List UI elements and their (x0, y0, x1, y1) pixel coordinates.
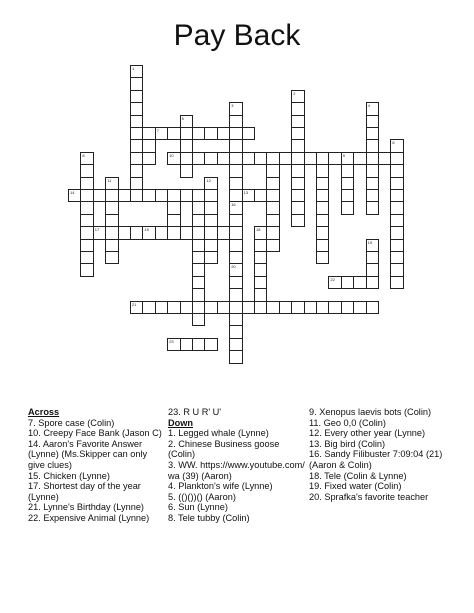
grid-cell[interactable] (204, 226, 217, 239)
clue-across-22: 22. Expensive Animal (Lynne) (28, 512, 150, 523)
grid-cell[interactable] (192, 201, 205, 214)
cell-number: 13 (243, 190, 249, 195)
clue-across-10: 10. Creepy Face Bank (Jason C) (28, 428, 162, 439)
grid-cell[interactable] (167, 189, 180, 202)
grid-cell[interactable] (304, 301, 317, 314)
cell-number: 6 (392, 140, 395, 146)
grid-cell[interactable] (80, 152, 93, 165)
cell-number: 9 (342, 152, 346, 158)
grid-cell[interactable] (204, 189, 217, 202)
grid-cell[interactable] (229, 127, 242, 140)
grid-cell[interactable] (80, 239, 93, 252)
grid-cell[interactable] (328, 152, 341, 165)
clue-down-9: 9. Xenopus laevis bots (Colin) (309, 407, 432, 417)
grid-cell[interactable] (291, 139, 304, 152)
grid-cell[interactable] (291, 127, 304, 140)
grid-cell[interactable] (366, 102, 379, 115)
grid-cell[interactable] (192, 313, 205, 326)
grid-cell[interactable] (130, 164, 143, 177)
grid-cell[interactable] (242, 301, 255, 314)
clue-down-13: 13. Big bird (Colin) (309, 438, 386, 449)
grid-cell[interactable] (229, 239, 242, 252)
grid-cell[interactable] (266, 226, 279, 239)
grid-cell[interactable] (254, 276, 267, 289)
grid-cell[interactable] (353, 301, 366, 314)
cell-number: 23 (169, 338, 174, 344)
cell-number: 4 (367, 103, 370, 109)
cell-number: 7 (156, 128, 160, 133)
grid-cell[interactable] (291, 102, 304, 115)
grid-cell[interactable] (192, 127, 205, 140)
grid-cell[interactable] (390, 276, 403, 289)
clue-down-11: 11. Geo 0,0 (Colin) (309, 417, 386, 428)
grid-cell[interactable] (204, 239, 217, 252)
cell-number: 18 (256, 227, 261, 233)
cell-number: 21 (132, 301, 137, 307)
clue-column-2 (168, 407, 306, 524)
cell-number: 14 (70, 190, 75, 195)
grid-cell[interactable] (366, 115, 379, 128)
grid-cell[interactable] (192, 152, 205, 165)
grid-cell[interactable] (229, 325, 242, 338)
grid-cell[interactable] (204, 127, 217, 140)
grid-cell[interactable] (180, 115, 193, 128)
grid-cell[interactable] (328, 276, 341, 289)
grid-cell[interactable] (192, 189, 205, 202)
clue-column-1 (28, 407, 162, 524)
grid-cell[interactable] (142, 189, 155, 202)
grid-cell[interactable] (180, 301, 193, 314)
grid-cell[interactable] (291, 177, 304, 190)
grid-cell[interactable] (353, 152, 366, 165)
grid-cell[interactable] (304, 152, 317, 165)
grid-cell[interactable] (192, 301, 205, 314)
cell-number: 22 (330, 276, 335, 282)
cell-number: 19 (367, 239, 373, 245)
grid-cell[interactable] (390, 177, 403, 190)
grid-cell[interactable] (390, 226, 403, 239)
grid-cell[interactable] (229, 152, 242, 165)
clue-down-18: 18. Tele (Colin & Lynne) (309, 470, 407, 481)
grid-cell[interactable] (254, 251, 267, 264)
grid-cell[interactable] (390, 152, 403, 165)
grid-cell[interactable] (366, 251, 379, 264)
grid-cell[interactable] (242, 127, 255, 140)
clue-down-4: 4. Plankton's wife (Lynne) (168, 481, 273, 492)
grid-cell[interactable] (130, 65, 143, 78)
grid-cell[interactable] (167, 338, 180, 351)
grid-cell[interactable] (254, 288, 267, 301)
grid-cell[interactable] (366, 301, 379, 314)
grid-cell[interactable] (130, 77, 143, 90)
grid-cell[interactable] (341, 201, 354, 214)
cell-number: 10 (169, 152, 174, 158)
grid-cell[interactable] (242, 189, 255, 202)
down-heading: Down (168, 417, 194, 428)
grid-cell[interactable] (366, 127, 379, 140)
grid-cell[interactable] (204, 152, 217, 165)
grid-cell[interactable] (341, 276, 354, 289)
grid-cell[interactable] (105, 226, 118, 239)
grid-cell[interactable] (229, 288, 242, 301)
grid-cell[interactable] (390, 201, 403, 214)
clue-down-6: 6. Sun (Lynne) (168, 502, 228, 513)
grid-cell[interactable] (167, 226, 180, 239)
grid-cell[interactable] (291, 90, 304, 103)
grid-cell[interactable] (390, 139, 403, 152)
grid-cell[interactable] (80, 189, 93, 202)
grid-cell[interactable] (229, 276, 242, 289)
grid-cell[interactable] (266, 164, 279, 177)
grid-cell[interactable] (130, 90, 143, 103)
grid-cell[interactable] (229, 102, 242, 115)
grid-cell[interactable] (390, 189, 403, 202)
grid-cell[interactable] (204, 201, 217, 214)
grid-cell[interactable] (266, 201, 279, 214)
grid-cell[interactable] (130, 301, 143, 314)
grid-cell[interactable] (130, 189, 143, 202)
grid-cell[interactable] (80, 263, 93, 276)
grid-cell[interactable] (180, 189, 193, 202)
grid-cell[interactable] (180, 139, 193, 152)
grid-cell[interactable] (229, 301, 242, 314)
clue-column-3 (309, 407, 449, 502)
grid-cell[interactable] (341, 301, 354, 314)
grid-cell[interactable] (316, 226, 329, 239)
clue-down-3: 3. WW. https://www.youtube.com/wa (39) (Aaron) (168, 459, 305, 481)
grid-cell[interactable] (180, 338, 193, 351)
grid-cell[interactable] (192, 263, 205, 276)
grid-cell[interactable] (192, 288, 205, 301)
grid-cell[interactable] (366, 152, 379, 165)
grid-cell[interactable] (390, 239, 403, 252)
grid-cell[interactable] (68, 189, 81, 202)
grid-cell[interactable] (192, 239, 205, 252)
grid-cell[interactable] (167, 214, 180, 227)
grid-cell[interactable] (341, 152, 354, 165)
grid-cell[interactable] (291, 115, 304, 128)
cell-number: 20 (231, 264, 236, 270)
grid-cell[interactable] (291, 214, 304, 227)
grid-cell[interactable] (167, 152, 180, 165)
grid-cell[interactable] (316, 189, 329, 202)
grid-cell[interactable] (316, 152, 329, 165)
grid-cell[interactable] (229, 313, 242, 326)
grid-cell[interactable] (155, 189, 168, 202)
grid-cell[interactable] (80, 226, 93, 239)
grid-cell[interactable] (80, 164, 93, 177)
grid-cell[interactable] (80, 177, 93, 190)
grid-cell[interactable] (229, 214, 242, 227)
grid-cell[interactable] (130, 102, 143, 115)
grid-cell[interactable] (291, 152, 304, 165)
grid-cell[interactable] (279, 152, 292, 165)
grid-cell[interactable] (142, 127, 155, 140)
grid-cell[interactable] (316, 251, 329, 264)
grid-cell[interactable] (341, 177, 354, 190)
grid-cell[interactable] (142, 226, 155, 239)
clue-across-17: 17. Shortest day of the year (Lynne) (28, 481, 141, 502)
grid-cell[interactable] (130, 127, 143, 140)
grid-cell[interactable] (167, 127, 180, 140)
cell-number: 12 (206, 177, 211, 183)
cell-number: 16 (231, 202, 236, 208)
grid-cell[interactable] (229, 115, 242, 128)
grid-cell[interactable] (229, 226, 242, 239)
grid-cell[interactable] (229, 139, 242, 152)
grid-cell[interactable] (366, 239, 379, 252)
grid-cell[interactable] (204, 338, 217, 351)
grid-cell[interactable] (316, 301, 329, 314)
cell-number: 1 (132, 66, 135, 71)
grid-cell[interactable] (204, 251, 217, 264)
grid-cell[interactable] (229, 263, 242, 276)
grid-cell[interactable] (229, 350, 242, 363)
grid-cell[interactable] (80, 214, 93, 227)
clue-down-8: 8. Tele tubby (Colin) (168, 512, 250, 523)
grid-cell[interactable] (316, 177, 329, 190)
grid-cell[interactable] (130, 139, 143, 152)
grid-cell[interactable] (341, 189, 354, 202)
grid-cell[interactable] (155, 226, 168, 239)
grid-cell[interactable] (192, 251, 205, 264)
grid-cell[interactable] (155, 127, 168, 140)
clue-down-2: 2. Chinese Business goose (Colin) (168, 438, 280, 460)
grid-cell[interactable] (105, 177, 118, 190)
cell-number: 17 (94, 227, 100, 233)
grid-cell[interactable] (366, 139, 379, 152)
grid-cell[interactable] (180, 127, 193, 140)
grid-cell[interactable] (217, 152, 230, 165)
grid-cell[interactable] (378, 152, 391, 165)
grid-cell[interactable] (254, 189, 267, 202)
grid-cell[interactable] (266, 189, 279, 202)
cell-number: 5 (181, 115, 184, 121)
across-heading: Across (28, 407, 60, 417)
grid-cell[interactable] (229, 251, 242, 264)
grid-cell[interactable] (229, 189, 242, 202)
grid-cell[interactable] (217, 127, 230, 140)
grid-cell[interactable] (366, 276, 379, 289)
grid-cell[interactable] (217, 301, 230, 314)
grid-cell[interactable] (341, 164, 354, 177)
grid-cell[interactable] (328, 301, 341, 314)
clue-down-16: 16. Sandy Filibuster 7:09:04 (21) (Aaron & Colin) (309, 449, 443, 470)
grid-cell[interactable] (390, 214, 403, 227)
grid-cell[interactable] (130, 115, 143, 128)
clue-down-20: 20. Sprafka's favorite teacher (309, 491, 429, 502)
clue-across-14: 14. Aaron's Favorite Answer (Lynne) (Ms.Skipper can only give clues) (28, 438, 148, 470)
grid-cell[interactable] (390, 251, 403, 264)
cell-number: 3 (231, 103, 234, 109)
grid-cell[interactable] (167, 301, 180, 314)
cell-number: 11 (107, 177, 112, 183)
grid-cell[interactable] (390, 263, 403, 276)
grid-cell[interactable] (204, 214, 217, 227)
grid-cell[interactable] (142, 139, 155, 152)
grid-cell[interactable] (130, 177, 143, 190)
grid-cell[interactable] (366, 164, 379, 177)
grid-cell[interactable] (105, 239, 118, 252)
grid-cell[interactable] (204, 301, 217, 314)
grid-cell[interactable] (130, 226, 143, 239)
grid-cell[interactable] (229, 201, 242, 214)
grid-cell[interactable] (291, 189, 304, 202)
grid-cell[interactable] (118, 189, 131, 202)
grid-cell[interactable] (105, 251, 118, 264)
grid-cell[interactable] (93, 226, 106, 239)
grid-cell[interactable] (180, 226, 193, 239)
grid-cell[interactable] (291, 164, 304, 177)
grid-cell[interactable] (142, 152, 155, 165)
grid-cell[interactable] (80, 251, 93, 264)
grid-cell[interactable] (291, 201, 304, 214)
puzzle-title: Pay Back (173, 19, 301, 52)
grid-cell[interactable] (229, 177, 242, 190)
grid-cell[interactable] (366, 189, 379, 202)
cell-number: 2 (293, 90, 296, 96)
grid-cell[interactable] (316, 164, 329, 177)
grid-cell[interactable] (366, 263, 379, 276)
grid-cell[interactable] (254, 226, 267, 239)
grid-cell[interactable] (279, 301, 292, 314)
grid-cell[interactable] (118, 226, 131, 239)
grid-cell[interactable] (229, 164, 242, 177)
grid-cell[interactable] (242, 152, 255, 165)
grid-cell[interactable] (105, 201, 118, 214)
clue-across-21: 21. Lynne's Birthday (Lynne) (28, 502, 144, 513)
grid-cell[interactable] (105, 189, 118, 202)
grid-cell[interactable] (192, 214, 205, 227)
grid-cell[interactable] (254, 239, 267, 252)
clue-across-23: 23. R U R' U' (168, 407, 222, 417)
cell-number: 15 (144, 227, 149, 233)
grid-cell[interactable] (390, 164, 403, 177)
grid-cell[interactable] (130, 152, 143, 165)
grid-cell[interactable] (316, 239, 329, 252)
grid-cell[interactable] (353, 276, 366, 289)
grid-cell[interactable] (266, 152, 279, 165)
grid-cell[interactable] (155, 301, 168, 314)
grid-cell[interactable] (180, 152, 193, 165)
grid-cell[interactable] (180, 164, 193, 177)
grid-cell[interactable] (192, 276, 205, 289)
grid-cell[interactable] (316, 214, 329, 227)
clue-down-1: 1. Legged whale (Lynne) (168, 428, 269, 439)
grid-cell[interactable] (105, 214, 118, 227)
grid-cell[interactable] (291, 301, 304, 314)
grid-cell[interactable] (217, 226, 230, 239)
grid-cell[interactable] (192, 338, 205, 351)
clue-down-5: 5. (()())() (Aaron) (168, 491, 236, 502)
grid-cell[interactable] (254, 301, 267, 314)
grid-cell[interactable] (366, 177, 379, 190)
grid-cell[interactable] (204, 177, 217, 190)
grid-cell[interactable] (80, 201, 93, 214)
grid-cell[interactable] (266, 239, 279, 252)
clue-across-7: 7. Spore case (Colin) (28, 417, 115, 428)
clue-down-12: 12. Every other year (Lynne) (309, 428, 426, 439)
grid-cell[interactable] (316, 201, 329, 214)
clue-down-19: 19. Fixed water (Colin) (309, 481, 402, 492)
cell-number: 8 (82, 152, 85, 158)
grid-cell[interactable] (266, 214, 279, 227)
grid-cell[interactable] (229, 338, 242, 351)
grid-cell[interactable] (266, 177, 279, 190)
grid-cell[interactable] (366, 201, 379, 214)
grid-cell[interactable] (192, 226, 205, 239)
grid-cell[interactable] (266, 301, 279, 314)
grid-cell[interactable] (254, 263, 267, 276)
grid-cell[interactable] (254, 152, 267, 165)
grid-cell[interactable] (93, 189, 106, 202)
grid-cell[interactable] (167, 201, 180, 214)
clue-across-15: 15. Chicken (Lynne) (28, 470, 110, 481)
grid-cell[interactable] (142, 301, 155, 314)
